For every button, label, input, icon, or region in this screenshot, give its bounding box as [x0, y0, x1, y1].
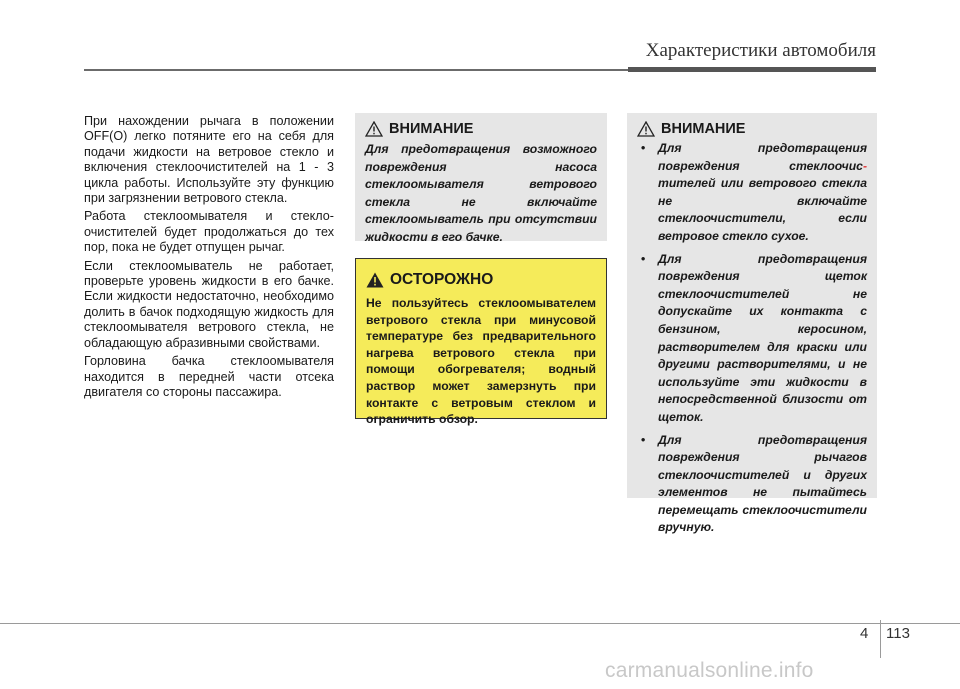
notice-box-washer-pump	[355, 113, 607, 244]
notice-title: ВНИМАНИЕ	[389, 121, 474, 137]
list-item: • Для предотвращения повреждения щеток стеклоочистителей не допускайте их контакта с бензином, керосином, растворителем для краски или другими растворителями, и не используйте эти жидкости в непосредственной близости от щеток.	[637, 251, 867, 427]
list-item: • Для предотвращения повреждения стеклоочис-тителей или ветрового стекла не включайте стеклоочистители, если ветровое стекло сухое.	[637, 140, 867, 246]
warning-triangle-icon	[637, 121, 655, 137]
body-paragraph: При нахождении рычага в положении OFF(O) легко потяните его на себя для подачи жидкости на ветровое стекло и включения стеклоочистителей на 1 - 3 цикла работы. Используйте эту функцию при загрязнении ветрового стекла.	[84, 114, 334, 206]
watermark: carmanualsonline.info	[605, 659, 814, 682]
body-paragraph: Горловина бачка стеклоомывателя находится в передней части отсека двигателя со стороны пассажира.	[84, 354, 334, 399]
body-paragraph: Если стеклоомыватель не работает, проверьте уровень жидкости в его бачке. Если жидкости недостаточно, необходимо долить в бачок подходящую жидкость для стеклоомывателя ветрового стекла, не обладающую абразивными свойствами.	[84, 258, 334, 350]
footer-rule	[0, 623, 960, 624]
notice-list	[637, 140, 867, 537]
body-paragraph: Работа стеклоомывателя и стекло-очистителей будет продолжаться до тех пор, пока не будет отпущен рычаг.	[84, 209, 334, 255]
warning-triangle-icon	[365, 121, 383, 137]
footer-divider	[880, 620, 881, 658]
header-rule-accent	[628, 67, 876, 72]
caution-title: ОСТОРОЖНО	[390, 271, 494, 288]
caution-box-freezing	[355, 258, 607, 427]
caution-triangle-icon	[366, 272, 384, 288]
section-title: Характеристики автомобиля	[645, 40, 876, 61]
caution-text: Не пользуйтесь стеклоомывателем ветрового стекла при минусовой температуре без предварительного нагрева ветрового стекла при помощи обогревателя; водный раствор может замерзнуть при контакте с ветровым стеклом и ограничить обзор.	[366, 296, 596, 427]
body-text-column	[84, 114, 334, 403]
notice-title: ВНИМАНИЕ	[661, 121, 746, 137]
page-number: 113	[886, 625, 910, 642]
header-rule	[84, 69, 629, 71]
notice-text: Для предотвращения возможного повреждения насоса стеклоомывателя ветрового стекла не включайте стеклоомыватель при отсутствии жидкости в его бачке.	[365, 142, 597, 244]
hyphen-mark: -	[862, 158, 867, 173]
section-number: 4	[860, 625, 869, 642]
notice-box-wipers	[627, 113, 877, 535]
list-item: • Для предотвращения повреждения рычагов стеклоочистителей и других элементов не пытайтесь перемещать стеклоочистители вручную.	[637, 432, 867, 538]
